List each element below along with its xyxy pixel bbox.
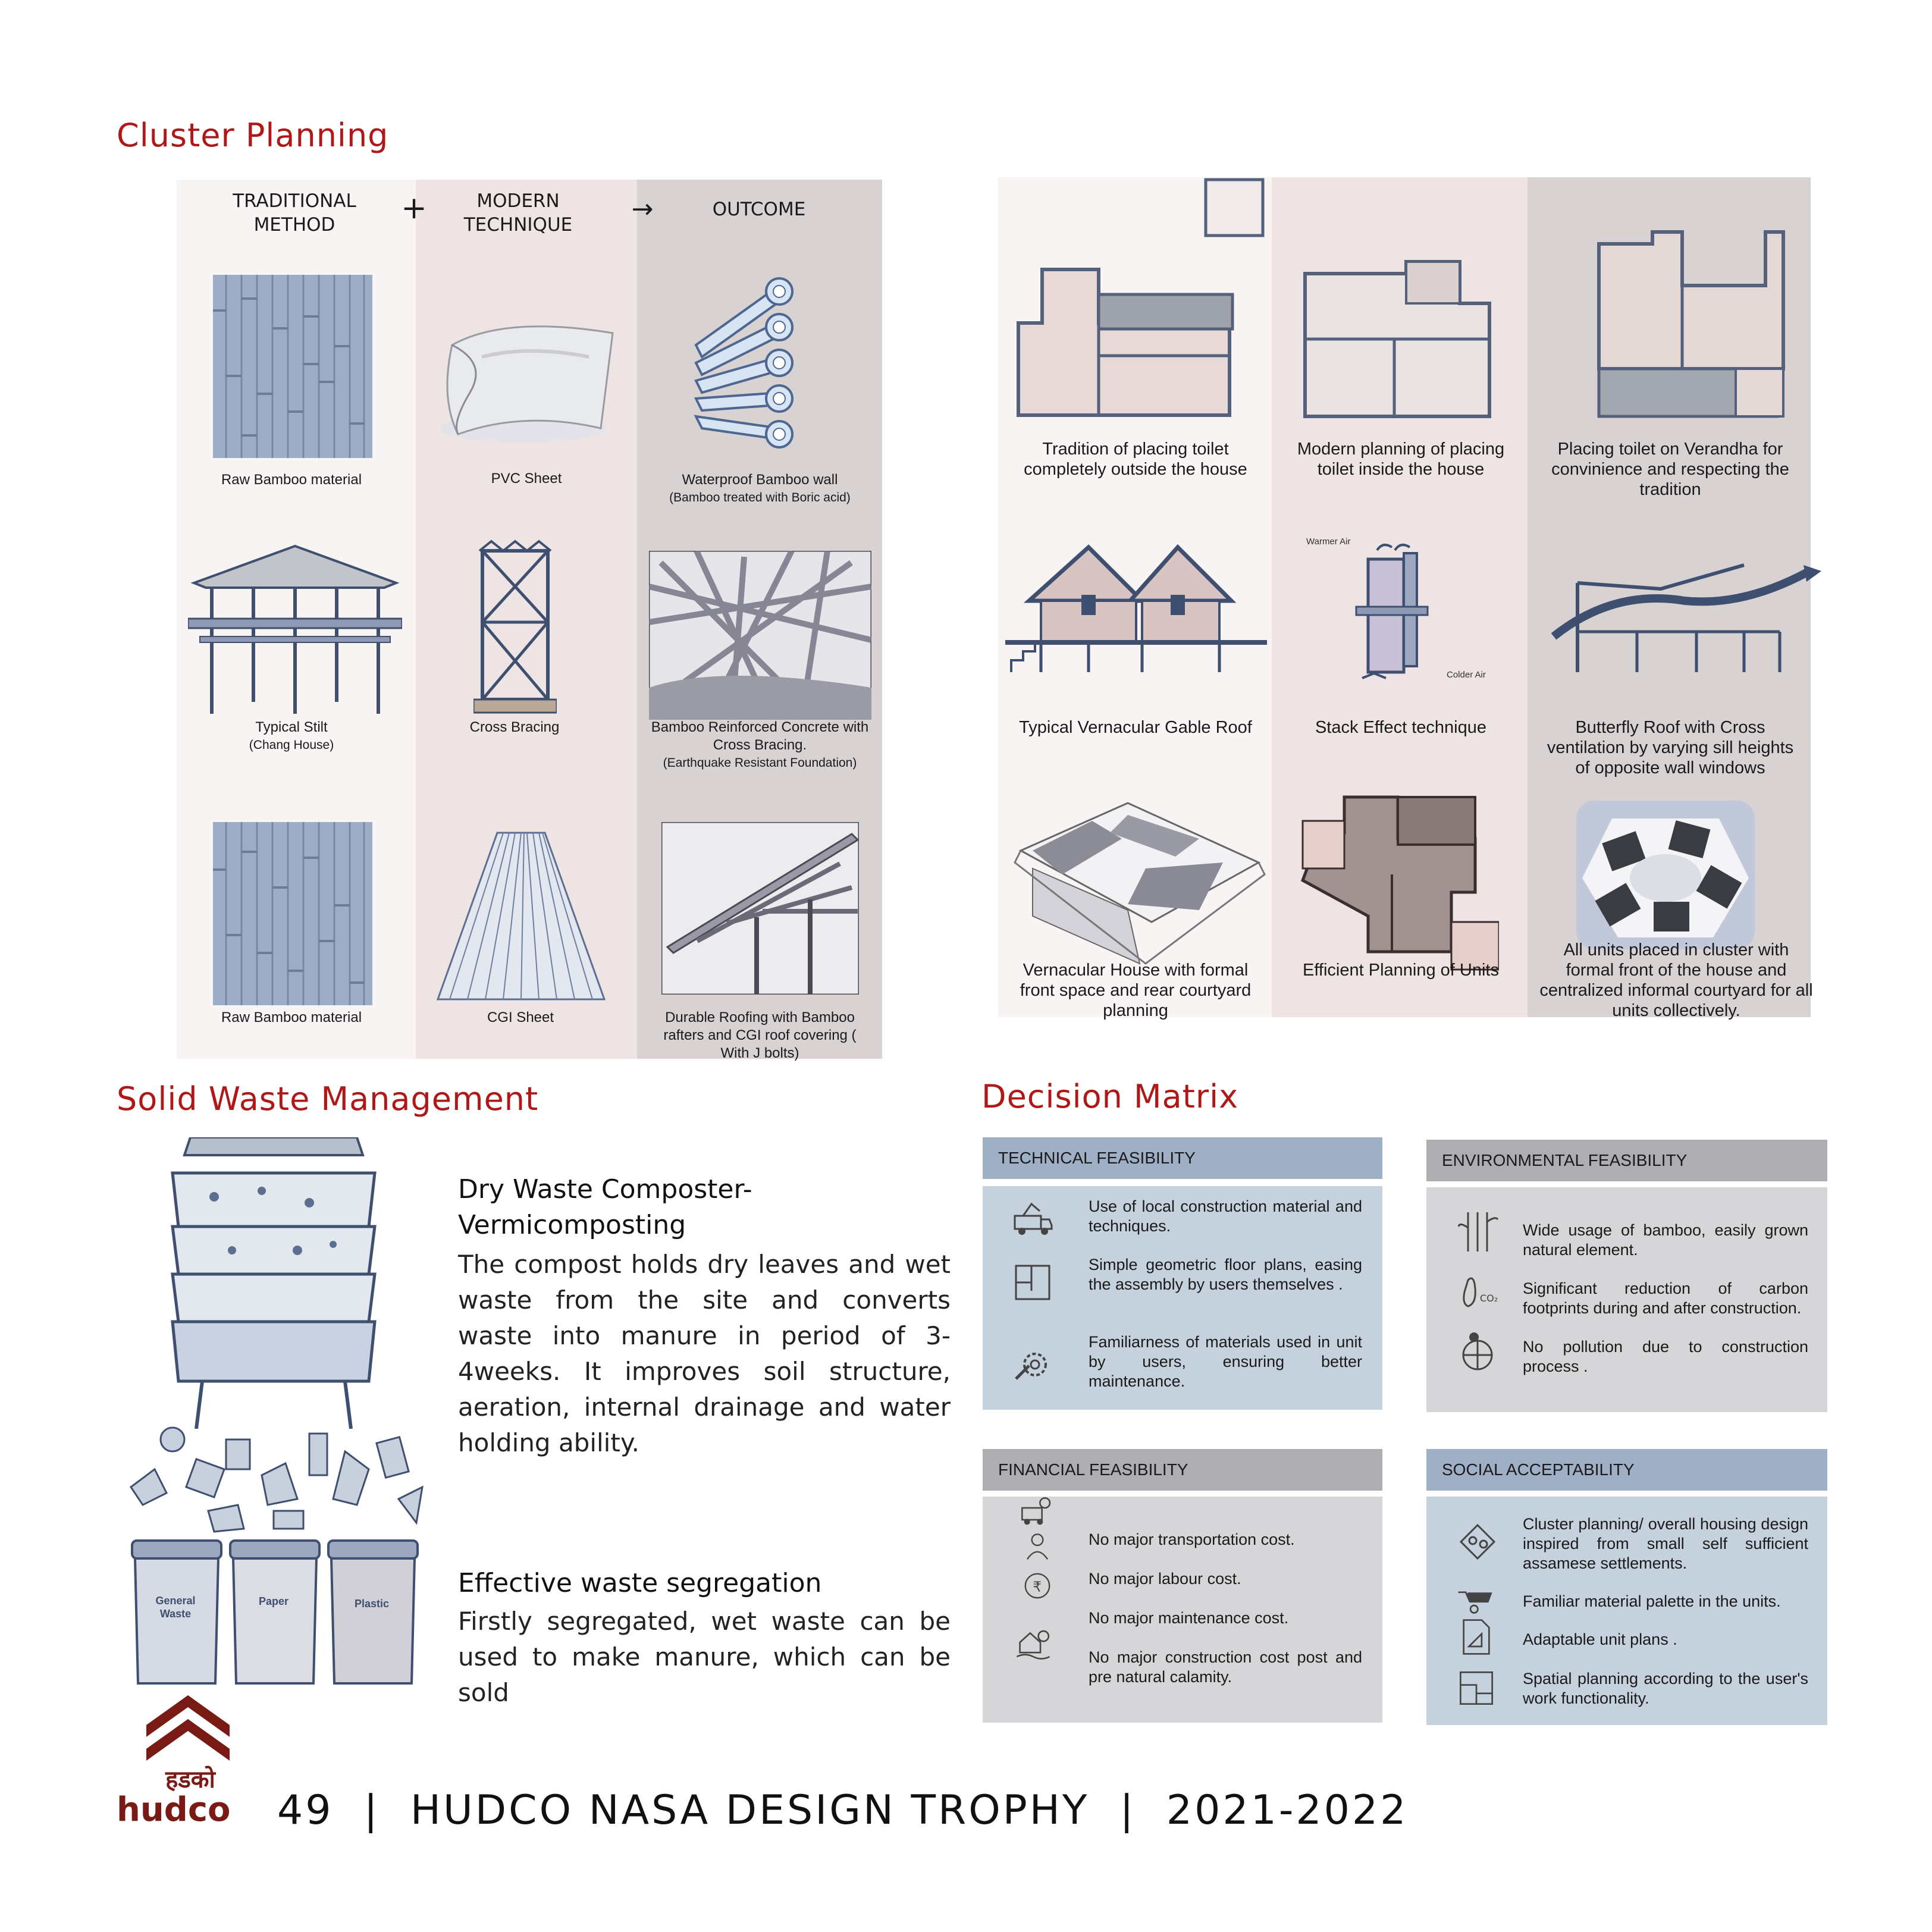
labour-icon [1021, 1529, 1054, 1562]
environmental-item-2: Significant reduction of carbon footprints during and after construction. [1523, 1279, 1808, 1317]
plan-toilet-outside [1006, 177, 1268, 427]
technical-item-1: Use of local construction material and techniques. [1089, 1197, 1362, 1235]
cluster-units-image [1570, 795, 1761, 955]
cluster-planning-title: Cluster Planning [117, 117, 389, 154]
waterproof-bamboo-wall-image [690, 262, 833, 452]
segregation-description: Firstly segregated, wet waste can be used to make manure, which can be sold [458, 1607, 951, 1707]
caption-cgi-sheet: CGI Sheet [487, 1009, 554, 1025]
composter-description: The compost holds dry leaves and wet waste from the site and converts waste into manure in period of 3-4weeks. It improves soil structure, aeration, internal drainage and water holding ability. [458, 1250, 951, 1457]
scattered-waste-image [119, 1416, 428, 1535]
caption-efficient-planning: Efficient Planning of Units [1303, 961, 1499, 980]
maintenance-gear-icon [1011, 1341, 1054, 1384]
caption-waterproof-wall [645, 471, 874, 507]
svg-text:CO₂: CO₂ [1480, 1293, 1498, 1304]
community-cluster-icon [1456, 1520, 1499, 1563]
raw-bamboo-image [213, 275, 372, 458]
bin-plastic-label: Plastic [354, 1598, 390, 1610]
caption-pvc-sheet: PVC Sheet [491, 471, 562, 487]
header-traditional: TRADITIONAL METHOD [233, 190, 356, 236]
social-item-1: Cluster planning/ overall housing design inspired from small self sufficient assamese settlements. [1523, 1515, 1808, 1572]
caption-waterproof-wall-main: Waterproof Bamboo wall [682, 472, 838, 488]
caption-stack-effect: Stack Effect technique [1315, 718, 1487, 737]
caption-toilet-outside: Tradition of placing toilet completely outside the house [1024, 440, 1247, 479]
financial-item-1: No major transportation cost. [1089, 1530, 1295, 1548]
environmental-item-1: Wide usage of bamboo, easily grown natural element. [1523, 1221, 1808, 1259]
vermicomposter-image [167, 1137, 381, 1429]
caption-typical-stilt [190, 719, 393, 754]
spatial-plan-icon [1457, 1669, 1495, 1707]
financial-item-4: No major construction cost post and pre natural calamity. [1089, 1648, 1362, 1686]
caption-butterfly-roof: Butterfly Roof with Cross ventilation by varying sill heights of opposite wall windows [1547, 718, 1794, 777]
caption-raw-bamboo-3: Raw Bamboo material [221, 1009, 362, 1025]
financial-item-3: No major maintenance cost. [1089, 1609, 1289, 1627]
cross-bracing-image [473, 539, 557, 717]
caption-gable-roof: Typical Vernacular Gable Roof [1019, 718, 1252, 737]
social-acceptability-header: SOCIAL ACCEPTABILITY [1426, 1449, 1827, 1491]
social-item-3: Adaptable unit plans . [1523, 1630, 1677, 1648]
caption-toilet-verandah: Placing toilet on Verandha for convinience and respecting the tradition [1551, 440, 1789, 499]
header-modern: MODERN TECHNIQUE [463, 190, 573, 236]
segregation-heading: Effective waste segregation [458, 1568, 822, 1598]
globe-icon [1456, 1330, 1499, 1373]
carbon-footprint-icon [1456, 1268, 1499, 1311]
decision-matrix-title: Decision Matrix [981, 1078, 1239, 1115]
wheelbarrow-icon [1456, 1586, 1494, 1616]
typical-stilt-image [188, 541, 402, 720]
calamity-house-icon [1015, 1624, 1052, 1661]
financial-item-2: No major labour cost. [1089, 1570, 1241, 1588]
document-plan-icon [1459, 1618, 1494, 1656]
bin-general-waste-label: General Waste [155, 1595, 196, 1620]
environmental-feasibility-header: ENVIRONMENTAL FEASIBILITY [1426, 1140, 1827, 1181]
caption-bamboo-concrete [645, 719, 874, 772]
cgi-sheet-image [432, 827, 610, 1005]
transport-icon [1017, 1493, 1053, 1529]
caption-toilet-inside: Modern planning of placing toilet inside the house [1297, 440, 1505, 479]
vernacular-gable-roof-image [1005, 535, 1267, 678]
solid-waste-title: Solid Waste Management [117, 1080, 539, 1118]
caption-typical-stilt-sub: (Chang House) [249, 738, 334, 752]
durable-roofing-image [661, 822, 859, 995]
caption-cluster-units: All units placed in cluster with formal front of the house and centralized informal courtyard for all units collectively. [1539, 940, 1813, 1020]
social-item-4: Spatial planning according to the user's work functionality. [1523, 1670, 1808, 1707]
caption-raw-bamboo-1: Raw Bamboo material [221, 472, 362, 488]
hudco-logo-hindi: हडको [165, 1766, 215, 1793]
caption-cross-bracing: Cross Bracing [469, 719, 560, 735]
plus-sign: + [401, 190, 427, 226]
plan-toilet-verandah [1587, 226, 1789, 422]
plan-toilet-inside [1299, 256, 1513, 422]
bamboo-icon [1456, 1210, 1499, 1253]
efficient-unit-plan-image [1297, 785, 1499, 981]
rupee-maintenance-icon [1021, 1569, 1054, 1602]
arrow-sign: → [631, 194, 654, 224]
environmental-item-3: No pollution due to construction process . [1523, 1338, 1808, 1375]
pvc-sheet-image [434, 309, 619, 446]
header-outcome: OUTCOME [712, 199, 806, 220]
technical-item-3: Familiarness of materials used in unit by users, ensuring better maintenance. [1089, 1333, 1362, 1390]
colder-air-label: Colder Air [1447, 670, 1486, 680]
hudco-chevron-logo [140, 1689, 236, 1773]
hudco-logo-text: hudco [117, 1790, 231, 1829]
composter-heading: Dry Waste Composter- Vermicomposting [458, 1174, 752, 1240]
stack-effect-image [1350, 541, 1434, 684]
caption-bamboo-concrete-sub: (Earthquake Resistant Foundation) [663, 756, 857, 770]
bamboo-reinforced-concrete-image [649, 551, 871, 720]
technical-item-2: Simple geometric floor plans, easing the assembly by users themselves . [1089, 1256, 1362, 1293]
raw-bamboo-image-2 [213, 822, 372, 1005]
truck-icon [1011, 1198, 1054, 1241]
caption-typical-stilt-main: Typical Stilt [255, 719, 328, 735]
bin-paper-label: Paper [258, 1595, 289, 1607]
caption-bamboo-concrete-main: Bamboo Reinforced Concrete with Cross Bracing. [651, 719, 869, 753]
social-item-2: Familiar material palette in the units. [1523, 1592, 1781, 1610]
financial-feasibility-header: FINANCIAL FEASIBILITY [983, 1449, 1382, 1491]
caption-durable-roofing: Durable Roofing with Bamboo rafters and CGI roof covering ( With J bolts) [663, 1009, 857, 1061]
svg-text:₹: ₹ [1033, 1578, 1042, 1595]
technical-feasibility-header: TECHNICAL FEASIBILITY [983, 1137, 1382, 1179]
warmer-air-label: Warmer Air [1306, 537, 1351, 547]
caption-vernacular-courtyard: Vernacular House with formal front space and rear courtyard planning [1020, 961, 1252, 1020]
footer-text: 49 | HUDCO NASA DESIGN TROPHY | 2021-2022 [277, 1787, 1409, 1834]
caption-waterproof-wall-sub: (Bamboo treated with Boric acid) [669, 491, 851, 504]
butterfly-roof-image [1542, 553, 1821, 672]
vernacular-house-courtyard-image [1009, 773, 1271, 970]
floor-plan-icon [1011, 1261, 1054, 1304]
